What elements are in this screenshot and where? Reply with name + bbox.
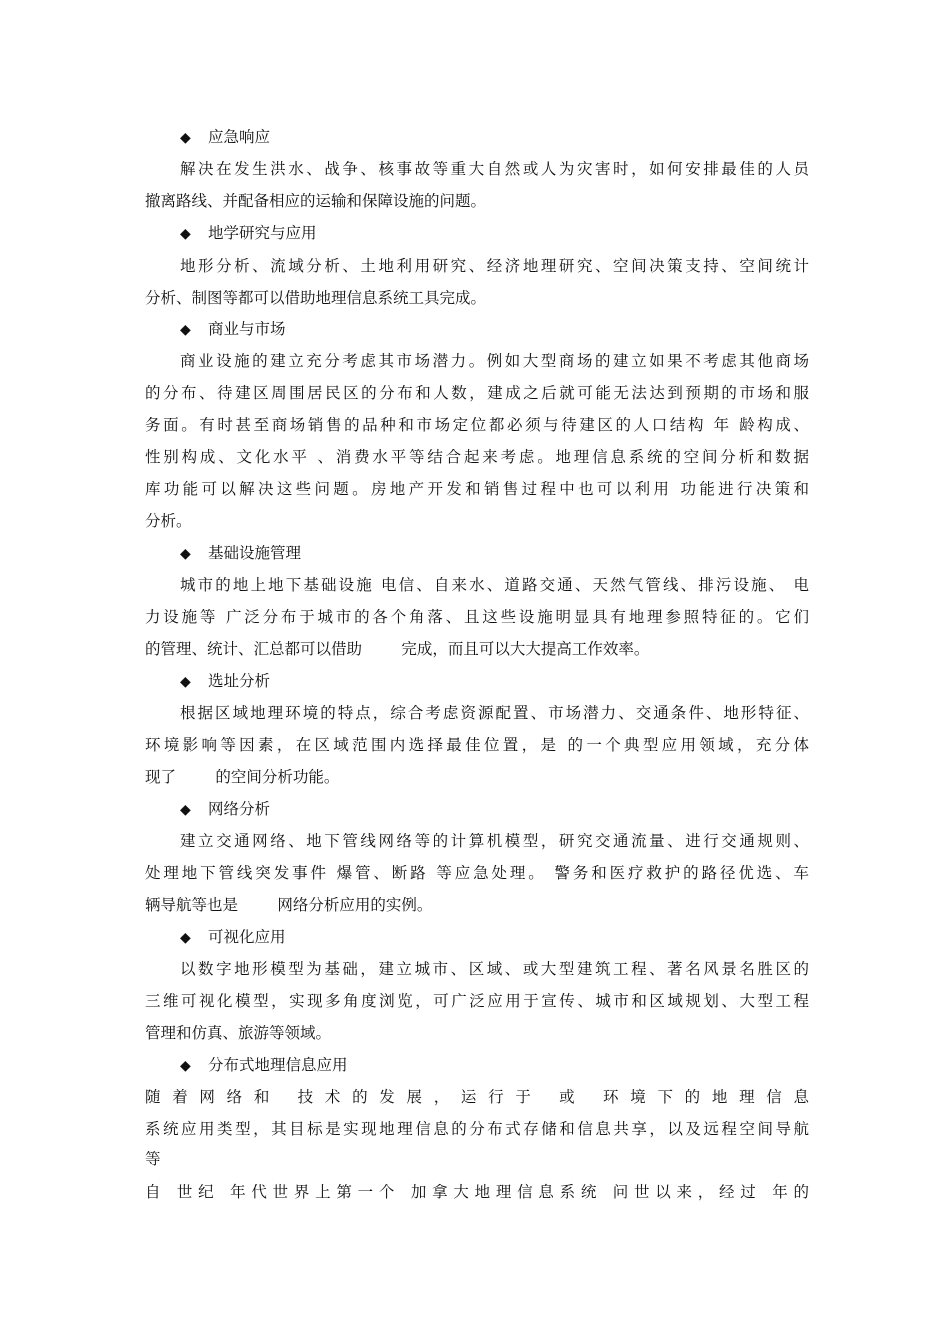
paragraph-line: 库功能可以解决这些问题。房地产开发和销售过程中也可以利用 功能进行决策和 (145, 480, 809, 498)
paragraph-line: 现了 的空间分析功能。 (145, 768, 340, 786)
paragraph-line: 分析。 (145, 512, 192, 530)
paragraph-line: 性别构成、文化水平 、消费水平等结合起来考虑。地理信息系统的空间分析和数据 (145, 448, 809, 466)
section-heading: ◆ 分布式地理信息应用 (180, 1056, 348, 1074)
paragraph-line: 解决在发生洪水、战争、核事故等重大自然或人为灾害时，如何安排最佳的人员 (180, 160, 809, 178)
diamond-bullet-icon: ◆ (180, 674, 191, 690)
paragraph-line: 根据区域地理环境的特点，综合考虑资源配置、市场潜力、交通条件、地形特征、 (180, 704, 809, 722)
paragraph-line: 自 世纪 年代世界上第一个 加拿大地理信息系统 问世以来，经过 年的 (145, 1183, 809, 1201)
paragraph-line: 城市的地上地下基础设施 电信、自来水、道路交通、天然气管线、排污设施、 电 (180, 576, 809, 594)
paragraph-line: 辆导航等也是 网络分析应用的实例。 (145, 896, 433, 914)
section-heading: ◆ 地学研究与应用 (180, 224, 317, 242)
diamond-bullet-icon: ◆ (180, 130, 191, 146)
paragraph-line: 以数字地形模型为基础，建立城市、区域、或大型建筑工程、著名风景名胜区的 (180, 960, 809, 978)
paragraph-line: 随着网络和 技术的发展，运行于 或 环境下的地理信息 (145, 1088, 809, 1106)
paragraph-line: 地形分析、流域分析、土地利用研究、经济地理研究、空间决策支持、空间统计 (180, 257, 809, 275)
paragraph-line: 的分布、待建区周围居民区的分布和人数，建成之后就可能无法达到预期的市场和服 (145, 384, 809, 402)
paragraph-line: 建立交通网络、地下管线网络等的计算机模型，研究交通流量、进行交通规则、 (180, 832, 809, 850)
diamond-bullet-icon: ◆ (180, 930, 191, 946)
diamond-bullet-icon: ◆ (180, 322, 191, 338)
section-heading: ◆ 应急响应 (180, 128, 271, 146)
paragraph-line: 系统应用类型，其目标是实现地理信息的分布式存储和信息共享，以及远程空间导航 (145, 1120, 809, 1138)
paragraph-line: 管理和仿真、旅游等领域。 (145, 1024, 332, 1042)
paragraph-line: 的管理、统计、汇总都可以借助 完成，而且可以大大提高工作效率。 (145, 640, 650, 658)
paragraph-line: 务面。有时甚至商场销售的品种和市场定位都必须与待建区的人口结构 年 龄构成、 (145, 416, 809, 434)
paragraph-line: 撤离路线、并配备相应的运输和保障设施的问题。 (145, 192, 487, 210)
paragraph-line: 处理地下管线突发事件 爆管、断路 等应急处理。 警务和医疗救护的路径优选、车 (145, 864, 809, 882)
diamond-bullet-icon: ◆ (180, 1058, 191, 1074)
paragraph-line: 分析、制图等都可以借助地理信息系统工具完成。 (145, 289, 487, 307)
section-heading: ◆ 商业与市场 (180, 320, 286, 338)
diamond-bullet-icon: ◆ (180, 546, 191, 562)
diamond-bullet-icon: ◆ (180, 802, 191, 818)
paragraph-line: 环境影响等因素，在区域范围内选择最佳位置，是 的一个典型应用领域，充分体 (145, 736, 809, 754)
section-heading: ◆ 网络分析 (180, 800, 271, 818)
paragraph-line: 等 (145, 1150, 161, 1168)
section-heading: ◆ 选址分析 (180, 672, 271, 690)
paragraph-line: 力设施等 广泛分布于城市的各个角落、且这些设施明显具有地理参照特征的。它们 (145, 608, 809, 626)
diamond-bullet-icon: ◆ (180, 226, 191, 242)
paragraph-line: 商业设施的建立充分考虑其市场潜力。例如大型商场的建立如果不考虑其他商场 (180, 352, 809, 370)
section-heading: ◆ 基础设施管理 (180, 544, 302, 562)
paragraph-line: 三维可视化模型，实现多角度浏览，可广泛应用于宣传、城市和区域规划、大型工程 (145, 992, 809, 1010)
section-heading: ◆ 可视化应用 (180, 928, 286, 946)
